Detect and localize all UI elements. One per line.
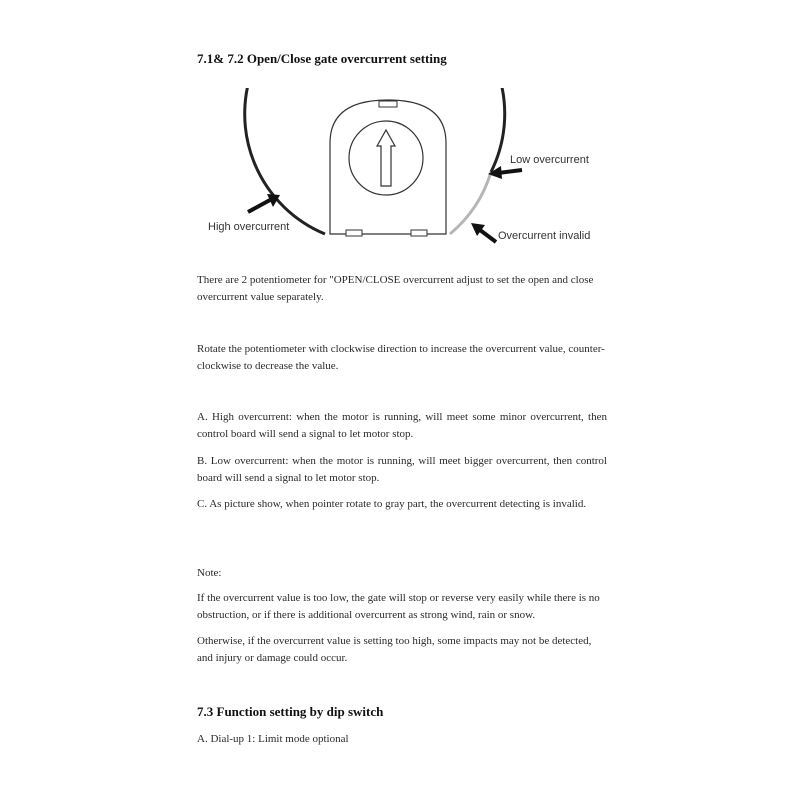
note-too-low: If the overcurrent value is too low, the gate will stop or reverse very easily while there is no obstruction, or if there is additional overcurrent as strong wind, rain or snow. <box>197 592 600 621</box>
note-label: Note: <box>197 567 222 579</box>
invalid-range-arc <box>450 172 491 234</box>
note-too-high: Otherwise, if the overcurrent value is setting too high, some impacts may not be detected, and injury or damage could occur. <box>197 635 592 664</box>
overcurrent-invalid-arrow-icon <box>480 230 496 242</box>
paragraph-potentiometer-intro: There are 2 potentiometer for "OPEN/CLOSE overcurrent adjust to set the open and close overcurrent value separately. <box>197 274 594 303</box>
top-tab <box>379 101 397 107</box>
high-overcurrent-label: High overcurrent <box>208 221 290 233</box>
bottom-left-tab <box>346 230 362 236</box>
paragraph-rotation: Rotate the potentiometer with clockwise direction to increase the overcurrent value, counter-clockwise to decrease the value. <box>197 343 605 372</box>
item-high-overcurrent: A. High overcurrent: when the motor is running, will meet some minor overcurrent, then control board will send a signal to let motor stop. <box>197 411 607 440</box>
item-dial-up-1: A. Dial-up 1: Limit mode optional <box>197 733 349 745</box>
item-invalid-zone: C. As picture show, when pointer rotate to gray part, the overcurrent detecting is invalid. <box>197 498 587 510</box>
item-low-overcurrent: B. Low overcurrent: when the motor is running, will meet bigger overcurrent, then control board will send a signal to let motor stop. <box>197 455 607 484</box>
high-overcurrent-arrow-icon <box>248 200 270 212</box>
overcurrent-invalid-label: Overcurrent invalid <box>498 230 591 242</box>
section-title-dip-switch: 7.3 Function setting by dip switch <box>197 704 384 719</box>
low-overcurrent-arrow-icon <box>498 170 522 173</box>
bottom-right-tab <box>411 230 427 236</box>
potentiometer-diagram <box>200 88 600 256</box>
section-title-overcurrent: 7.1& 7.2 Open/Close gate overcurrent setting <box>197 51 447 66</box>
low-overcurrent-label: Low overcurrent <box>510 154 589 166</box>
